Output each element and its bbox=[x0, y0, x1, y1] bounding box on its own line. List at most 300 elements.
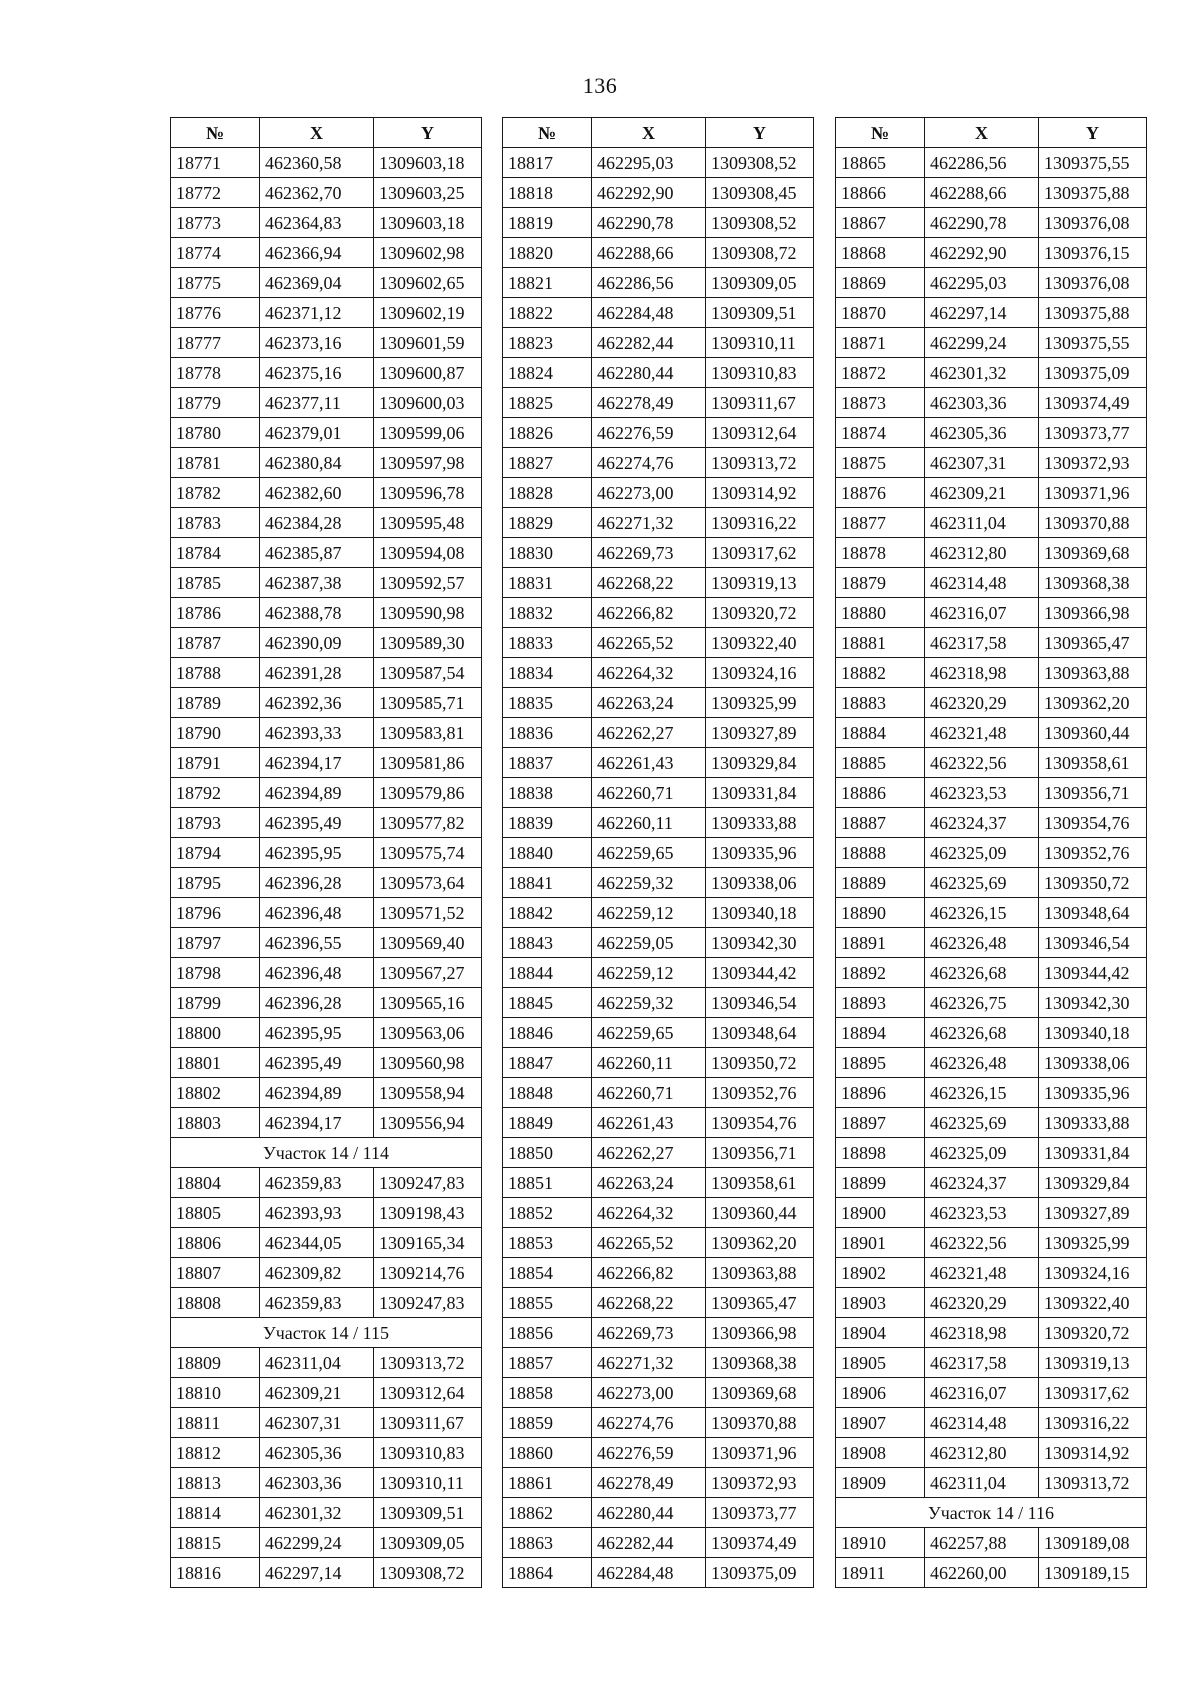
x-coordinate-cell: 462324,37 bbox=[925, 1168, 1039, 1198]
point-number-cell: 18788 bbox=[171, 658, 260, 688]
x-coordinate-cell: 462259,65 bbox=[592, 1018, 706, 1048]
table-row bbox=[171, 478, 482, 508]
x-coordinate-cell: 462388,78 bbox=[260, 598, 374, 628]
point-number-cell: 18887 bbox=[836, 808, 925, 838]
x-coordinate-cell: 462262,27 bbox=[592, 1138, 706, 1168]
x-coordinate-cell: 462273,00 bbox=[592, 478, 706, 508]
table-row bbox=[503, 1138, 814, 1168]
point-number-cell: 18813 bbox=[171, 1468, 260, 1498]
table-row bbox=[503, 178, 814, 208]
point-number-cell: 18826 bbox=[503, 418, 592, 448]
table-row bbox=[503, 1198, 814, 1228]
x-coordinate-cell: 462323,53 bbox=[925, 1198, 1039, 1228]
table-row bbox=[836, 538, 1147, 568]
y-coordinate-cell: 1309308,45 bbox=[706, 178, 814, 208]
point-number-cell: 18830 bbox=[503, 538, 592, 568]
table-row bbox=[503, 658, 814, 688]
point-number-cell: 18835 bbox=[503, 688, 592, 718]
x-coordinate-cell: 462260,11 bbox=[592, 808, 706, 838]
y-coordinate-cell: 1309338,06 bbox=[706, 868, 814, 898]
y-coordinate-cell: 1309358,61 bbox=[1039, 748, 1147, 778]
y-coordinate-cell: 1309365,47 bbox=[1039, 628, 1147, 658]
table-row bbox=[503, 628, 814, 658]
table-row bbox=[171, 388, 482, 418]
y-coordinate-cell: 1309601,59 bbox=[374, 328, 482, 358]
header-number: № bbox=[171, 118, 260, 148]
x-coordinate-cell: 462264,32 bbox=[592, 1198, 706, 1228]
point-number-cell: 18840 bbox=[503, 838, 592, 868]
header-y: Y bbox=[706, 118, 814, 148]
y-coordinate-cell: 1309325,99 bbox=[706, 688, 814, 718]
x-coordinate-cell: 462393,33 bbox=[260, 718, 374, 748]
table-body bbox=[836, 148, 1147, 1588]
point-number-cell: 18909 bbox=[836, 1468, 925, 1498]
point-number-cell: 18872 bbox=[836, 358, 925, 388]
point-number-cell: 18897 bbox=[836, 1108, 925, 1138]
point-number-cell: 18900 bbox=[836, 1198, 925, 1228]
x-coordinate-cell: 462390,09 bbox=[260, 628, 374, 658]
point-number-cell: 18910 bbox=[836, 1528, 925, 1558]
table-row bbox=[171, 298, 482, 328]
table-row bbox=[836, 178, 1147, 208]
point-number-cell: 18898 bbox=[836, 1138, 925, 1168]
table-row bbox=[171, 1378, 482, 1408]
x-coordinate-cell: 462314,48 bbox=[925, 1408, 1039, 1438]
point-number-cell: 18810 bbox=[171, 1378, 260, 1408]
x-coordinate-cell: 462395,95 bbox=[260, 1018, 374, 1048]
x-coordinate-cell: 462359,83 bbox=[260, 1288, 374, 1318]
table-row bbox=[503, 448, 814, 478]
point-number-cell: 18775 bbox=[171, 268, 260, 298]
y-coordinate-cell: 1309371,96 bbox=[706, 1438, 814, 1468]
y-coordinate-cell: 1309603,25 bbox=[374, 178, 482, 208]
table-row bbox=[836, 568, 1147, 598]
table-row bbox=[171, 778, 482, 808]
y-coordinate-cell: 1309375,09 bbox=[1039, 358, 1147, 388]
y-coordinate-cell: 1309573,64 bbox=[374, 868, 482, 898]
point-number-cell: 18821 bbox=[503, 268, 592, 298]
point-number-cell: 18814 bbox=[171, 1498, 260, 1528]
point-number-cell: 18858 bbox=[503, 1378, 592, 1408]
point-number-cell: 18828 bbox=[503, 478, 592, 508]
point-number-cell: 18819 bbox=[503, 208, 592, 238]
point-number-cell: 18808 bbox=[171, 1288, 260, 1318]
x-coordinate-cell: 462269,73 bbox=[592, 538, 706, 568]
y-coordinate-cell: 1309317,62 bbox=[706, 538, 814, 568]
x-coordinate-cell: 462324,37 bbox=[925, 808, 1039, 838]
table-row bbox=[836, 1288, 1147, 1318]
x-coordinate-cell: 462261,43 bbox=[592, 748, 706, 778]
point-number-cell: 18881 bbox=[836, 628, 925, 658]
point-number-cell: 18804 bbox=[171, 1168, 260, 1198]
x-coordinate-cell: 462322,56 bbox=[925, 1228, 1039, 1258]
y-coordinate-cell: 1309308,72 bbox=[374, 1558, 482, 1588]
table-row bbox=[836, 1108, 1147, 1138]
y-coordinate-cell: 1309316,22 bbox=[1039, 1408, 1147, 1438]
point-number-cell: 18847 bbox=[503, 1048, 592, 1078]
y-coordinate-cell: 1309365,47 bbox=[706, 1288, 814, 1318]
point-number-cell: 18792 bbox=[171, 778, 260, 808]
y-coordinate-cell: 1309563,06 bbox=[374, 1018, 482, 1048]
table-row bbox=[171, 748, 482, 778]
table-row bbox=[503, 208, 814, 238]
x-coordinate-cell: 462326,68 bbox=[925, 958, 1039, 988]
y-coordinate-cell: 1309320,72 bbox=[706, 598, 814, 628]
x-coordinate-cell: 462290,78 bbox=[925, 208, 1039, 238]
table-row bbox=[171, 208, 482, 238]
point-number-cell: 18866 bbox=[836, 178, 925, 208]
y-coordinate-cell: 1309310,11 bbox=[374, 1468, 482, 1498]
table-row bbox=[836, 1048, 1147, 1078]
table-row bbox=[836, 1018, 1147, 1048]
y-coordinate-cell: 1309214,76 bbox=[374, 1258, 482, 1288]
table-row bbox=[836, 718, 1147, 748]
y-coordinate-cell: 1309319,13 bbox=[706, 568, 814, 598]
table-row bbox=[503, 148, 814, 178]
x-coordinate-cell: 462318,98 bbox=[925, 1318, 1039, 1348]
table-row bbox=[171, 1408, 482, 1438]
y-coordinate-cell: 1309363,88 bbox=[1039, 658, 1147, 688]
table-row bbox=[171, 1018, 482, 1048]
y-coordinate-cell: 1309375,88 bbox=[1039, 178, 1147, 208]
point-number-cell: 18863 bbox=[503, 1528, 592, 1558]
y-coordinate-cell: 1309376,15 bbox=[1039, 238, 1147, 268]
x-coordinate-cell: 462290,78 bbox=[592, 208, 706, 238]
y-coordinate-cell: 1309314,92 bbox=[1039, 1438, 1147, 1468]
y-coordinate-cell: 1309340,18 bbox=[706, 898, 814, 928]
y-coordinate-cell: 1309327,89 bbox=[706, 718, 814, 748]
point-number-cell: 18886 bbox=[836, 778, 925, 808]
header-x: X bbox=[925, 118, 1039, 148]
x-coordinate-cell: 462314,48 bbox=[925, 568, 1039, 598]
table-row bbox=[503, 1378, 814, 1408]
y-coordinate-cell: 1309358,61 bbox=[706, 1168, 814, 1198]
table-row bbox=[836, 1468, 1147, 1498]
x-coordinate-cell: 462260,71 bbox=[592, 1078, 706, 1108]
y-coordinate-cell: 1309374,49 bbox=[1039, 388, 1147, 418]
x-coordinate-cell: 462316,07 bbox=[925, 598, 1039, 628]
table-row bbox=[503, 598, 814, 628]
y-coordinate-cell: 1309350,72 bbox=[1039, 868, 1147, 898]
y-coordinate-cell: 1309313,72 bbox=[706, 448, 814, 478]
x-coordinate-cell: 462312,80 bbox=[925, 538, 1039, 568]
point-number-cell: 18779 bbox=[171, 388, 260, 418]
table-row bbox=[503, 1528, 814, 1558]
x-coordinate-cell: 462394,89 bbox=[260, 1078, 374, 1108]
section-row bbox=[836, 1498, 1147, 1528]
point-number-cell: 18905 bbox=[836, 1348, 925, 1378]
x-coordinate-cell: 462325,69 bbox=[925, 1108, 1039, 1138]
table-row bbox=[836, 1528, 1147, 1558]
y-coordinate-cell: 1309590,98 bbox=[374, 598, 482, 628]
table-row bbox=[836, 268, 1147, 298]
y-coordinate-cell: 1309331,84 bbox=[1039, 1138, 1147, 1168]
x-coordinate-cell: 462362,70 bbox=[260, 178, 374, 208]
table-row bbox=[503, 328, 814, 358]
header-y: Y bbox=[1039, 118, 1147, 148]
x-coordinate-cell: 462317,58 bbox=[925, 628, 1039, 658]
y-coordinate-cell: 1309313,72 bbox=[374, 1348, 482, 1378]
x-coordinate-cell: 462271,32 bbox=[592, 1348, 706, 1378]
table-row bbox=[171, 1528, 482, 1558]
table-row bbox=[503, 1558, 814, 1588]
point-number-cell: 18827 bbox=[503, 448, 592, 478]
point-number-cell: 18906 bbox=[836, 1378, 925, 1408]
table-row bbox=[171, 1468, 482, 1498]
x-coordinate-cell: 462311,04 bbox=[260, 1348, 374, 1378]
y-coordinate-cell: 1309603,18 bbox=[374, 208, 482, 238]
coordinates-table-3 bbox=[835, 117, 1147, 1588]
point-number-cell: 18856 bbox=[503, 1318, 592, 1348]
table-row bbox=[171, 238, 482, 268]
x-coordinate-cell: 462312,80 bbox=[925, 1438, 1039, 1468]
y-coordinate-cell: 1309335,96 bbox=[1039, 1078, 1147, 1108]
y-coordinate-cell: 1309558,94 bbox=[374, 1078, 482, 1108]
x-coordinate-cell: 462303,36 bbox=[260, 1468, 374, 1498]
point-number-cell: 18895 bbox=[836, 1048, 925, 1078]
x-coordinate-cell: 462259,12 bbox=[592, 958, 706, 988]
y-coordinate-cell: 1309369,68 bbox=[706, 1378, 814, 1408]
point-number-cell: 18885 bbox=[836, 748, 925, 778]
point-number-cell: 18807 bbox=[171, 1258, 260, 1288]
table-row bbox=[171, 628, 482, 658]
table-row bbox=[503, 988, 814, 1018]
y-coordinate-cell: 1309565,16 bbox=[374, 988, 482, 1018]
point-number-cell: 18903 bbox=[836, 1288, 925, 1318]
x-coordinate-cell: 462326,75 bbox=[925, 988, 1039, 1018]
point-number-cell: 18859 bbox=[503, 1408, 592, 1438]
table-row bbox=[836, 958, 1147, 988]
x-coordinate-cell: 462395,49 bbox=[260, 1048, 374, 1078]
x-coordinate-cell: 462301,32 bbox=[925, 358, 1039, 388]
table-row bbox=[171, 448, 482, 478]
x-coordinate-cell: 462321,48 bbox=[925, 718, 1039, 748]
table-row bbox=[171, 898, 482, 928]
table-row bbox=[836, 388, 1147, 418]
y-coordinate-cell: 1309362,20 bbox=[706, 1228, 814, 1258]
y-coordinate-cell: 1309600,03 bbox=[374, 388, 482, 418]
point-number-cell: 18876 bbox=[836, 478, 925, 508]
table-row bbox=[836, 1168, 1147, 1198]
x-coordinate-cell: 462260,71 bbox=[592, 778, 706, 808]
point-number-cell: 18883 bbox=[836, 688, 925, 718]
x-coordinate-cell: 462305,36 bbox=[260, 1438, 374, 1468]
x-coordinate-cell: 462364,83 bbox=[260, 208, 374, 238]
point-number-cell: 18908 bbox=[836, 1438, 925, 1468]
x-coordinate-cell: 462316,07 bbox=[925, 1378, 1039, 1408]
y-coordinate-cell: 1309375,88 bbox=[1039, 298, 1147, 328]
table-row bbox=[171, 838, 482, 868]
x-coordinate-cell: 462325,69 bbox=[925, 868, 1039, 898]
y-coordinate-cell: 1309560,98 bbox=[374, 1048, 482, 1078]
table-row bbox=[836, 478, 1147, 508]
point-number-cell: 18896 bbox=[836, 1078, 925, 1108]
point-number-cell: 18794 bbox=[171, 838, 260, 868]
table-row bbox=[503, 538, 814, 568]
table-row bbox=[503, 388, 814, 418]
y-coordinate-cell: 1309370,88 bbox=[706, 1408, 814, 1438]
y-coordinate-cell: 1309356,71 bbox=[1039, 778, 1147, 808]
y-coordinate-cell: 1309329,84 bbox=[1039, 1168, 1147, 1198]
table-row bbox=[171, 1078, 482, 1108]
table-row bbox=[836, 988, 1147, 1018]
x-coordinate-cell: 462317,58 bbox=[925, 1348, 1039, 1378]
y-coordinate-cell: 1309360,44 bbox=[1039, 718, 1147, 748]
y-coordinate-cell: 1309198,43 bbox=[374, 1198, 482, 1228]
y-coordinate-cell: 1309308,52 bbox=[706, 208, 814, 238]
table-row bbox=[171, 418, 482, 448]
table-row bbox=[171, 358, 482, 388]
point-number-cell: 18901 bbox=[836, 1228, 925, 1258]
y-coordinate-cell: 1309569,40 bbox=[374, 928, 482, 958]
x-coordinate-cell: 462309,82 bbox=[260, 1258, 374, 1288]
table-row bbox=[503, 718, 814, 748]
point-number-cell: 18811 bbox=[171, 1408, 260, 1438]
table-row bbox=[503, 1468, 814, 1498]
table-row bbox=[503, 898, 814, 928]
y-coordinate-cell: 1309313,72 bbox=[1039, 1468, 1147, 1498]
x-coordinate-cell: 462311,04 bbox=[925, 508, 1039, 538]
y-coordinate-cell: 1309596,78 bbox=[374, 478, 482, 508]
point-number-cell: 18852 bbox=[503, 1198, 592, 1228]
table-row bbox=[503, 868, 814, 898]
point-number-cell: 18800 bbox=[171, 1018, 260, 1048]
table-row bbox=[503, 298, 814, 328]
y-coordinate-cell: 1309369,68 bbox=[1039, 538, 1147, 568]
point-number-cell: 18802 bbox=[171, 1078, 260, 1108]
x-coordinate-cell: 462393,93 bbox=[260, 1198, 374, 1228]
point-number-cell: 18853 bbox=[503, 1228, 592, 1258]
x-coordinate-cell: 462325,09 bbox=[925, 1138, 1039, 1168]
x-coordinate-cell: 462260,11 bbox=[592, 1048, 706, 1078]
table-row bbox=[171, 1348, 482, 1378]
table-row bbox=[171, 1198, 482, 1228]
table-row bbox=[503, 1018, 814, 1048]
x-coordinate-cell: 462387,38 bbox=[260, 568, 374, 598]
point-number-cell: 18870 bbox=[836, 298, 925, 328]
y-coordinate-cell: 1309587,54 bbox=[374, 658, 482, 688]
y-coordinate-cell: 1309308,52 bbox=[706, 148, 814, 178]
x-coordinate-cell: 462396,55 bbox=[260, 928, 374, 958]
y-coordinate-cell: 1309346,54 bbox=[706, 988, 814, 1018]
table-row bbox=[836, 328, 1147, 358]
table-row bbox=[171, 538, 482, 568]
y-coordinate-cell: 1309360,44 bbox=[706, 1198, 814, 1228]
point-number-cell: 18773 bbox=[171, 208, 260, 238]
x-coordinate-cell: 462326,15 bbox=[925, 1078, 1039, 1108]
table-row bbox=[171, 1168, 482, 1198]
point-number-cell: 18803 bbox=[171, 1108, 260, 1138]
point-number-cell: 18884 bbox=[836, 718, 925, 748]
table-row bbox=[836, 508, 1147, 538]
x-coordinate-cell: 462284,48 bbox=[592, 1558, 706, 1588]
table-row bbox=[836, 928, 1147, 958]
point-number-cell: 18904 bbox=[836, 1318, 925, 1348]
y-coordinate-cell: 1309310,83 bbox=[706, 358, 814, 388]
y-coordinate-cell: 1309376,08 bbox=[1039, 208, 1147, 238]
x-coordinate-cell: 462382,60 bbox=[260, 478, 374, 508]
point-number-cell: 18860 bbox=[503, 1438, 592, 1468]
x-coordinate-cell: 462261,43 bbox=[592, 1108, 706, 1138]
point-number-cell: 18854 bbox=[503, 1258, 592, 1288]
point-number-cell: 18780 bbox=[171, 418, 260, 448]
x-coordinate-cell: 462392,36 bbox=[260, 688, 374, 718]
table-row bbox=[503, 418, 814, 448]
x-coordinate-cell: 462323,53 bbox=[925, 778, 1039, 808]
y-coordinate-cell: 1309602,19 bbox=[374, 298, 482, 328]
point-number-cell: 18778 bbox=[171, 358, 260, 388]
x-coordinate-cell: 462271,32 bbox=[592, 508, 706, 538]
table-row bbox=[836, 238, 1147, 268]
table-row bbox=[836, 598, 1147, 628]
x-coordinate-cell: 462377,11 bbox=[260, 388, 374, 418]
table-row bbox=[503, 478, 814, 508]
x-coordinate-cell: 462297,14 bbox=[260, 1558, 374, 1588]
y-coordinate-cell: 1309327,89 bbox=[1039, 1198, 1147, 1228]
table-row bbox=[171, 568, 482, 598]
x-coordinate-cell: 462295,03 bbox=[925, 268, 1039, 298]
y-coordinate-cell: 1309322,40 bbox=[706, 628, 814, 658]
y-coordinate-cell: 1309350,72 bbox=[706, 1048, 814, 1078]
y-coordinate-cell: 1309247,83 bbox=[374, 1168, 482, 1198]
x-coordinate-cell: 462320,29 bbox=[925, 1288, 1039, 1318]
x-coordinate-cell: 462259,65 bbox=[592, 838, 706, 868]
table-row bbox=[836, 1348, 1147, 1378]
point-number-cell: 18868 bbox=[836, 238, 925, 268]
point-number-cell: 18865 bbox=[836, 148, 925, 178]
y-coordinate-cell: 1309375,55 bbox=[1039, 328, 1147, 358]
table-row bbox=[171, 928, 482, 958]
y-coordinate-cell: 1309581,86 bbox=[374, 748, 482, 778]
table-row bbox=[836, 898, 1147, 928]
table-row bbox=[171, 1048, 482, 1078]
point-number-cell: 18798 bbox=[171, 958, 260, 988]
table-row bbox=[503, 958, 814, 988]
x-coordinate-cell: 462396,48 bbox=[260, 898, 374, 928]
y-coordinate-cell: 1309571,52 bbox=[374, 898, 482, 928]
point-number-cell: 18877 bbox=[836, 508, 925, 538]
point-number-cell: 18822 bbox=[503, 298, 592, 328]
table-row bbox=[171, 868, 482, 898]
table-row bbox=[171, 178, 482, 208]
table-row bbox=[836, 808, 1147, 838]
table-row bbox=[503, 1318, 814, 1348]
point-number-cell: 18784 bbox=[171, 538, 260, 568]
point-number-cell: 18809 bbox=[171, 1348, 260, 1378]
table-row bbox=[503, 1348, 814, 1378]
table-row bbox=[503, 238, 814, 268]
x-coordinate-cell: 462326,68 bbox=[925, 1018, 1039, 1048]
table-row bbox=[503, 1408, 814, 1438]
y-coordinate-cell: 1309312,64 bbox=[706, 418, 814, 448]
table-row bbox=[503, 928, 814, 958]
x-coordinate-cell: 462268,22 bbox=[592, 568, 706, 598]
y-coordinate-cell: 1309333,88 bbox=[706, 808, 814, 838]
point-number-cell: 18845 bbox=[503, 988, 592, 1018]
y-coordinate-cell: 1309352,76 bbox=[706, 1078, 814, 1108]
y-coordinate-cell: 1309309,51 bbox=[374, 1498, 482, 1528]
table-row bbox=[836, 298, 1147, 328]
table-row bbox=[503, 268, 814, 298]
x-coordinate-cell: 462320,29 bbox=[925, 688, 1039, 718]
x-coordinate-cell: 462288,66 bbox=[592, 238, 706, 268]
y-coordinate-cell: 1309376,08 bbox=[1039, 268, 1147, 298]
table-row bbox=[836, 1408, 1147, 1438]
point-number-cell: 18832 bbox=[503, 598, 592, 628]
point-number-cell: 18864 bbox=[503, 1558, 592, 1588]
x-coordinate-cell: 462259,12 bbox=[592, 898, 706, 928]
x-coordinate-cell: 462326,48 bbox=[925, 928, 1039, 958]
